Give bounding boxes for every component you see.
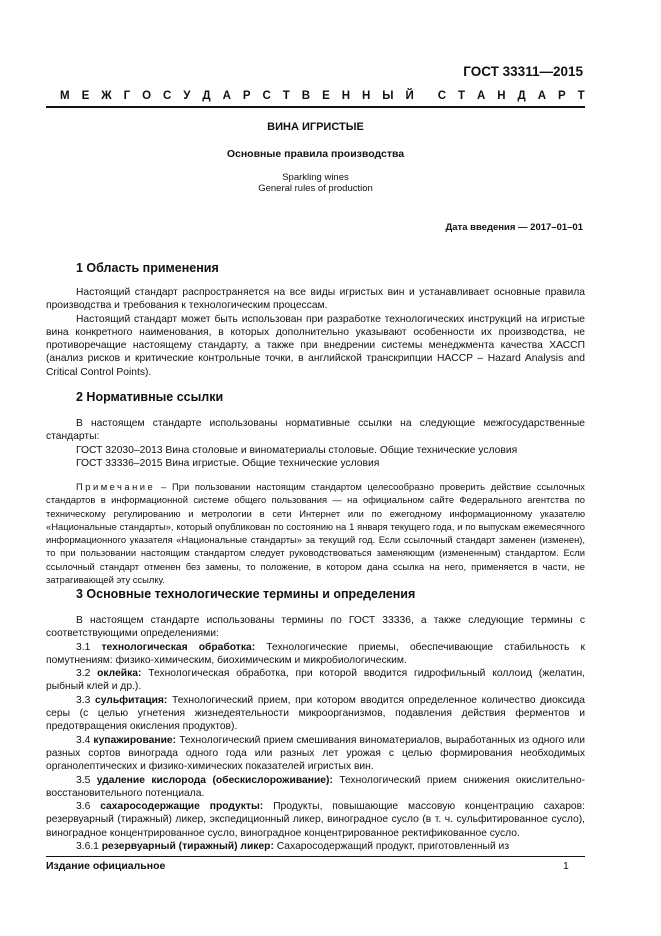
banner-letter: С (262, 90, 271, 102)
banner-letter: Т (457, 90, 466, 102)
english-title: Sparkling wines (282, 172, 349, 183)
banner-letter: С (163, 90, 172, 102)
banner-letter: А (476, 90, 486, 102)
term-definition (46, 774, 585, 801)
banner-letter: Г (123, 90, 131, 102)
term-text: Технологическая обработка, при которой вводится гидрофильный коллоид (желатин, рыбный клей и др.). (46, 668, 585, 693)
banner-letter: Й (405, 90, 414, 102)
section-1-heading: 1 Область применения (76, 261, 219, 275)
term-name: сульфитация: (94, 694, 168, 706)
section-3-body (46, 614, 585, 853)
paragraph: Настоящий стандарт может быть использован при разработке технологических инструкций на игристые вина конкретного наименования, в которых дополнительно указывают особенности их производства, не противоречащие настоящему стандарту, а также при внедрении системы менеджмента качества ХАССП (анализ рисков и критические контрольные точки, в английской транскрипции HACCP – Hazard Analysis and Critical Control Points). (46, 313, 585, 378)
note-text: – При пользовании настоящим стандартом целесообразно проверить действие ссылочных стандартов в информационной системе общего пользования — на официальном сайте Федерального агентства по техническому регулированию и метрологии в сети Интернет или по ежегодному информационному указателю «Национальные стандарты», который опубликован по состоянию на 1 января текущего года, и по выпускам ежемесячного информационного указателя «Национальные стандарты» за текущий год. Если ссылочный стандарт заменен (изменен), то при пользовании настоящим стандартом следует руководствоваться заменяющим (измененным) стандартом. Если ссылочный стандарт отменен без замены, то положение, в котором дана ссылка на него, применяется в части, не затрагивающей эту ссылку. (46, 481, 585, 586)
term-name: оклейка: (97, 668, 142, 680)
term-number: 3.6.1 (76, 841, 102, 853)
reference-item: ГОСТ 33336–2015 Вина игристые. Общие технические условия (76, 457, 380, 469)
reference-item: ГОСТ 32030–2013 Вина столовые и виноматериалы столовые. Общие технические условия (76, 444, 518, 456)
banner-letter: Е (81, 90, 90, 102)
banner-letter: Н (341, 90, 351, 102)
paragraph: В настоящем стандарте использованы нормативные ссылки на следующие межгосударственные стандарты: (46, 418, 585, 443)
banner-letter: Е (322, 90, 330, 102)
term-name: резервуарный (тиражный) ликер: (101, 841, 274, 853)
paragraph: Настоящий стандарт распространяется на все виды игристых вин и устанавливает основные правила производства и требования к технологическим процессам. (46, 287, 585, 312)
term-name: технологическая обработка: (101, 641, 256, 653)
section-2-heading: 2 Нормативные ссылки (76, 390, 224, 404)
term-number: 3.5 (76, 774, 97, 786)
note-block (46, 480, 585, 586)
banner-letter: В (301, 90, 311, 102)
term-text: Технологический прием, при котором вводится определенное количество диоксида серы (с целью угнетения жизнедеятельности микроорганизмов, подавления действия ферментов и предотвращения окисления продуктов). (46, 694, 585, 733)
term-definition (46, 734, 585, 774)
footer-rule (46, 856, 585, 857)
interstate-standard-banner (60, 90, 585, 102)
official-edition-label: Издание официальное (46, 860, 166, 872)
term-definition (46, 840, 585, 853)
banner-letter: О (142, 90, 152, 102)
header-rule (46, 106, 585, 108)
banner-letter: Д (517, 90, 526, 102)
banner-letter: Р (558, 90, 566, 102)
term-number: 3.4 (76, 734, 94, 746)
terms-list (46, 641, 585, 854)
banner-letter: А (537, 90, 547, 102)
term-name: купажирование: (93, 734, 177, 746)
term-number: 3.1 (76, 641, 102, 653)
page-number: 1 (563, 860, 569, 872)
banner-letter: Т (282, 90, 290, 102)
term-definition (46, 800, 585, 840)
note-paragraph (46, 480, 585, 586)
paragraph: В настоящем стандарте использованы термины по ГОСТ 33336, а также следующие термины с соответствующими определениями: (46, 615, 585, 640)
banner-letter: Т (577, 90, 585, 102)
note-label: Примечание (76, 481, 156, 492)
banner-letter: Ж (101, 90, 112, 102)
term-name: сахаросодержащие продукты: (100, 801, 264, 813)
term-name: удаление кислорода (обескислороживание): (96, 774, 333, 786)
introduction-date: Дата введения — 2017–01–01 (445, 222, 583, 233)
banner-letter: Д (202, 90, 211, 102)
english-subtitle: General rules of production (258, 183, 373, 194)
term-text: Технологический прием смешивания виноматериалов, выработанных из одного или разных сортов винограда одного года или разных лет урожая с целью формирования необходимых органолептических и физико-химических показателей игристых вин. (46, 734, 585, 773)
banner-letter: Р (242, 90, 251, 102)
document-subtitle: Основные правила производства (226, 148, 405, 160)
banner-letter: А (222, 90, 231, 102)
term-number: 3.6 (76, 801, 101, 813)
term-definition (46, 641, 585, 668)
standard-number: ГОСТ 33311—2015 (463, 64, 583, 79)
term-definition (46, 667, 585, 694)
term-text: Продукты, повышающие массовую концентрацию сахаров: резервуарный (тиражный) ликер, экспедиционный ликер, виноградное сусло (в т. ч. сульфитированное сусло), виноградное концентрированное сусло, виноградное концентрированное ректификованное сусло. (46, 801, 585, 839)
term-number: 3.3 (76, 694, 95, 706)
banner-letter: Н (361, 90, 371, 102)
term-definition (46, 694, 585, 734)
term-text: Технологические приемы, обеспечивающие стабильность к помутнениям: физико-химическим, биохимическим и микробиологическим. (46, 641, 585, 666)
banner-letter: У (183, 90, 191, 102)
banner-letter: Н (497, 90, 506, 102)
banner-letter: М (60, 90, 70, 102)
banner-letter: Ы (382, 90, 394, 102)
section-3-heading: 3 Основные технологические термины и определения (76, 587, 416, 601)
document-title: ВИНА ИГРИСТЫЕ (267, 121, 364, 133)
term-text: Сахаросодержащий продукт, приготовленный из (273, 841, 510, 853)
term-number: 3.2 (76, 668, 98, 680)
section-2-body (46, 417, 585, 470)
banner-letter: С (437, 90, 447, 102)
term-text: Технологический прием снижения окислительно-восстановительного потенциала. (46, 774, 586, 799)
section-1-body (46, 286, 585, 379)
